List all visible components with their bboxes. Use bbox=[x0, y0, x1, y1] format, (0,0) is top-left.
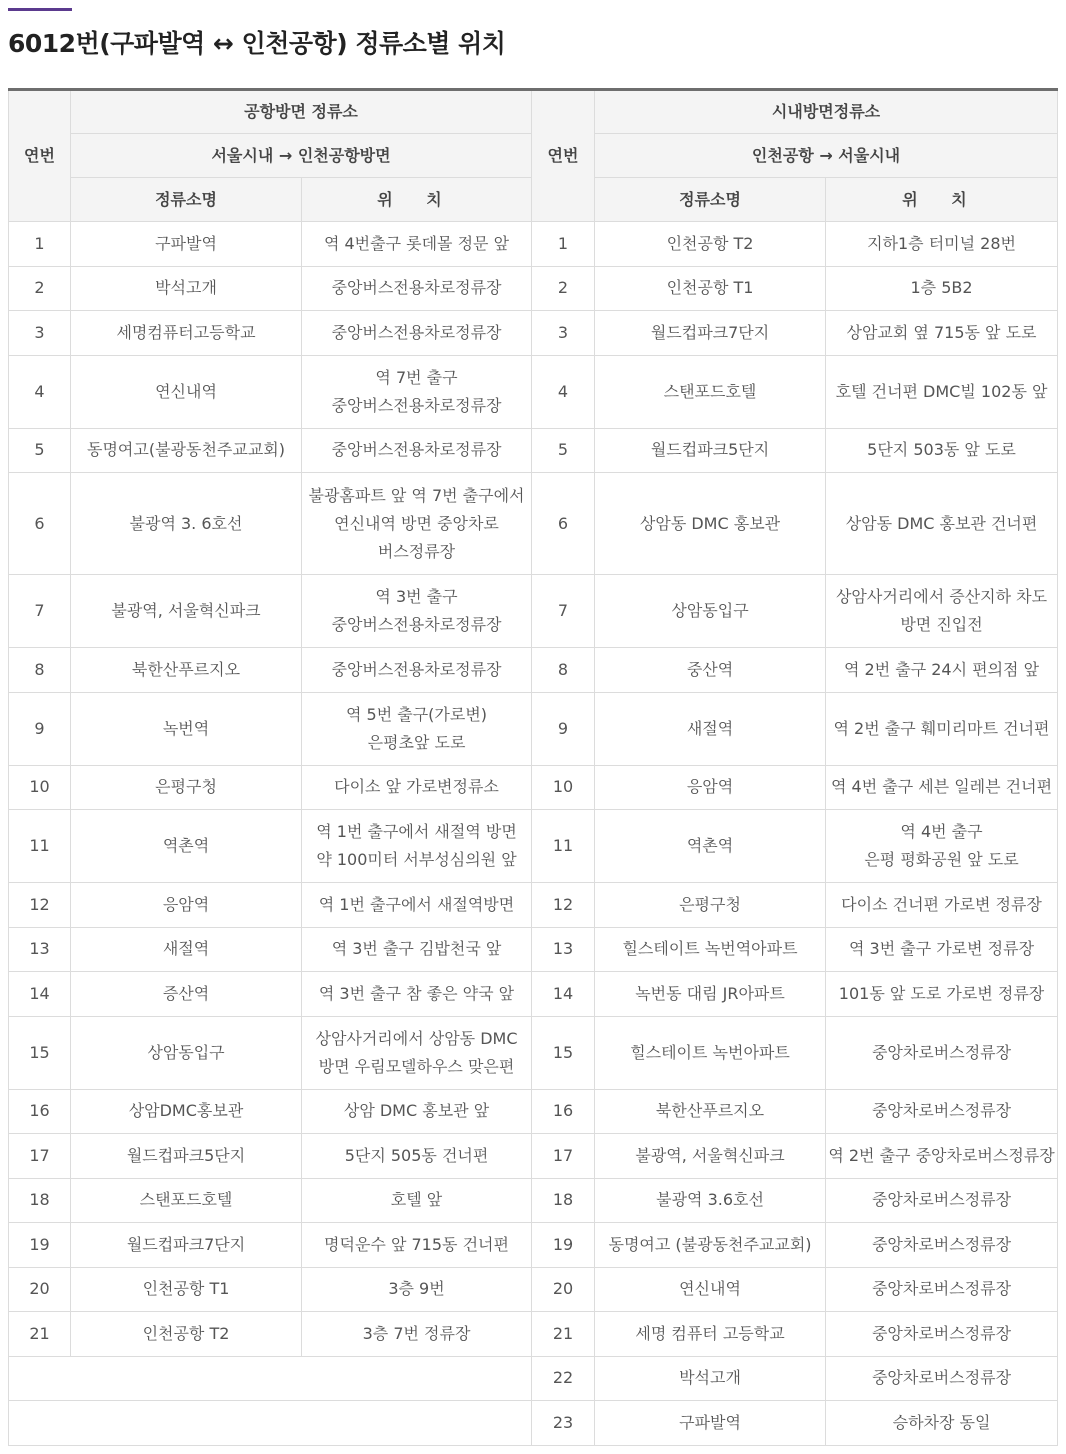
left-location-cell-line: 역 5번 출구(가로변) bbox=[345, 704, 488, 724]
left-seq-cell: 1 bbox=[9, 222, 71, 267]
left-stop-name-cell: 응암역 bbox=[71, 883, 302, 928]
left-stop-name-cell: 녹번역 bbox=[71, 692, 302, 765]
left-location-cell bbox=[302, 765, 532, 810]
left-location-cell bbox=[302, 810, 532, 883]
right-seq-cell: 3 bbox=[532, 311, 595, 356]
table-row bbox=[9, 222, 1058, 267]
right-stop-name-cell: 녹번동 대림 JR아파트 bbox=[595, 972, 826, 1017]
right-seq-cell: 12 bbox=[532, 883, 595, 928]
left-location-cell-line: 버스정류장 bbox=[377, 541, 456, 561]
left-location-cell bbox=[302, 1016, 532, 1089]
stop-rows bbox=[9, 222, 1058, 1446]
right-seq-cell: 1 bbox=[532, 222, 595, 267]
right-stop-name-cell: 박석고개 bbox=[595, 1356, 826, 1401]
right-location-cell bbox=[826, 1267, 1058, 1312]
empty-left-cell bbox=[9, 1356, 532, 1401]
right-seq-cell: 4 bbox=[532, 355, 595, 428]
right-location-cell-line: 상암교회 옆 715동 앞 도로 bbox=[846, 322, 1037, 342]
left-location-cell bbox=[302, 222, 532, 267]
right-location-cell-line: 역 4번 출구 bbox=[900, 822, 983, 841]
right-stop-name-cell: 새절역 bbox=[595, 692, 826, 765]
left-seq-cell: 5 bbox=[9, 428, 71, 473]
right-location-cell bbox=[826, 1401, 1058, 1446]
left-location-cell-line: 역 1번 출구에서 새절역 방면 bbox=[316, 822, 517, 841]
left-location-cell-line: 역 3번 출구 김밥천국 앞 bbox=[331, 939, 502, 959]
left-location-cell bbox=[302, 1178, 532, 1223]
empty-left-cell bbox=[9, 1401, 532, 1446]
right-seq-cell: 22 bbox=[532, 1356, 595, 1401]
right-location-cell-line: 상암사거리에서 증산지하 차도 bbox=[835, 587, 1048, 606]
left-seq-cell: 13 bbox=[9, 927, 71, 972]
right-location-cell-line: 상암동 DMC 홍보관 건너편 bbox=[845, 513, 1038, 533]
right-stop-name-cell: 월드컵파크5단지 bbox=[595, 428, 826, 473]
right-stop-name-cell: 역촌역 bbox=[595, 810, 826, 883]
left-location-cell bbox=[302, 266, 532, 311]
left-location-cell-line: 역 7번 출구 bbox=[375, 367, 458, 387]
left-location-cell-line: 다이소 앞 가로변정류소 bbox=[334, 777, 499, 797]
right-stop-name-cell: 인천공항 T1 bbox=[595, 266, 826, 311]
right-stop-name-header: 정류소명 bbox=[595, 178, 826, 222]
right-location-cell bbox=[826, 1178, 1058, 1223]
left-location-cell-line: 상암사거리에서 상암동 DMC bbox=[315, 1028, 518, 1048]
left-seq-cell: 15 bbox=[9, 1016, 71, 1089]
right-location-cell-line: 호텔 건너편 DMC빌 102동 앞 bbox=[835, 381, 1048, 401]
right-stop-name-cell: 중산역 bbox=[595, 648, 826, 693]
right-stop-name-cell: 불광역, 서울혁신파크 bbox=[595, 1134, 826, 1179]
left-seq-cell: 7 bbox=[9, 575, 71, 648]
table-row bbox=[9, 1401, 1058, 1446]
left-stop-name-cell: 불광역, 서울혁신파크 bbox=[71, 575, 302, 648]
left-location-cell-line: 중앙버스전용차로정류장 bbox=[331, 322, 502, 342]
table-row bbox=[9, 810, 1058, 883]
right-seq-cell: 21 bbox=[532, 1312, 595, 1357]
right-stop-name-cell: 연신내역 bbox=[595, 1267, 826, 1312]
right-location-cell-line: 중앙차로버스정류장 bbox=[871, 1279, 1012, 1299]
table-row bbox=[9, 1223, 1058, 1268]
right-location-cell bbox=[826, 428, 1058, 473]
right-location-cell-line: 1층 5B2 bbox=[910, 278, 973, 298]
left-location-cell bbox=[302, 883, 532, 928]
right-location-cell-line: 중앙차로버스정류장 bbox=[871, 1368, 1012, 1388]
left-seq-cell: 9 bbox=[9, 692, 71, 765]
left-location-cell-line: 중앙버스전용차로정류장 bbox=[331, 278, 502, 298]
left-location-cell-line: 방면 우림모델하우스 맞은편 bbox=[318, 1056, 515, 1076]
right-seq-cell: 20 bbox=[532, 1267, 595, 1312]
left-group-header: 공항방면 정류소 bbox=[71, 90, 532, 134]
left-seq-cell: 12 bbox=[9, 883, 71, 928]
left-location-cell-line: 명덕운수 앞 715동 건너편 bbox=[324, 1234, 509, 1254]
left-seq-cell: 20 bbox=[9, 1267, 71, 1312]
right-stop-name-cell: 힐스테이트 녹번역아파트 bbox=[595, 927, 826, 972]
right-seq-cell: 19 bbox=[532, 1223, 595, 1268]
right-seq-cell: 14 bbox=[532, 972, 595, 1017]
right-stop-name-cell: 힐스테이트 녹번아파트 bbox=[595, 1016, 826, 1089]
left-stop-name-cell: 역촌역 bbox=[71, 810, 302, 883]
left-stop-name-cell: 인천공항 T1 bbox=[71, 1267, 302, 1312]
table-row bbox=[9, 311, 1058, 356]
right-location-cell-line: 중앙차로버스정류장 bbox=[871, 1234, 1012, 1254]
left-location-cell bbox=[302, 311, 532, 356]
table-row bbox=[9, 1178, 1058, 1223]
right-location-cell bbox=[826, 575, 1058, 648]
right-location-cell bbox=[826, 648, 1058, 693]
left-location-cell-line: 역 3번 출구 bbox=[375, 587, 458, 606]
left-location-cell bbox=[302, 1267, 532, 1312]
right-location-cell-line: 지하1층 터미널 28번 bbox=[867, 233, 1016, 253]
left-location-cell bbox=[302, 428, 532, 473]
page-title: 6012번(구파발역 ↔ 인천공항) 정류소별 위치 bbox=[8, 29, 506, 58]
right-stop-name-cell: 상암동 DMC 홍보관 bbox=[595, 473, 826, 575]
table-row bbox=[9, 1016, 1058, 1089]
right-stop-name-cell: 북한산푸르지오 bbox=[595, 1089, 826, 1134]
left-location-cell-line: 5단지 505동 건너편 bbox=[344, 1145, 489, 1165]
right-seq-cell: 9 bbox=[532, 692, 595, 765]
left-location-cell bbox=[302, 1312, 532, 1357]
table-row bbox=[9, 648, 1058, 693]
right-location-cell bbox=[826, 1134, 1058, 1179]
left-seq-cell: 6 bbox=[9, 473, 71, 575]
left-location-cell-line: 연신내역 방면 중앙차로 bbox=[334, 513, 499, 533]
right-location-cell-line: 역 3번 출구 가로변 정류장 bbox=[848, 939, 1035, 959]
left-seq-cell: 10 bbox=[9, 765, 71, 810]
right-location-cell-line: 중앙차로버스정류장 bbox=[871, 1101, 1012, 1121]
right-seq-cell: 5 bbox=[532, 428, 595, 473]
left-stop-name-header: 정류소명 bbox=[71, 178, 302, 222]
right-location-cell bbox=[826, 1312, 1058, 1357]
right-stop-name-cell: 동명여고 (불광동천주교교회) bbox=[595, 1223, 826, 1268]
right-group-header: 시내방면정류소 bbox=[595, 90, 1058, 134]
right-stop-name-cell: 구파발역 bbox=[595, 1401, 826, 1446]
left-stop-name-cell: 상암DMC홍보관 bbox=[71, 1089, 302, 1134]
left-location-cell-line: 은평초앞 도로 bbox=[367, 732, 466, 752]
right-stop-name-cell: 불광역 3.6호선 bbox=[595, 1178, 826, 1223]
right-seq-cell: 18 bbox=[532, 1178, 595, 1223]
right-location-cell-line: 다이소 건너편 가로변 정류장 bbox=[841, 894, 1042, 914]
left-location-cell-line: 호텔 앞 bbox=[390, 1190, 443, 1210]
left-location-cell-line: 3층 7번 정류장 bbox=[362, 1323, 471, 1343]
left-stop-name-cell: 증산역 bbox=[71, 972, 302, 1017]
right-location-cell-line: 은평 평화공원 앞 도로 bbox=[864, 850, 1019, 869]
left-location-cell-line: 약 100미터 서부성심의원 앞 bbox=[316, 850, 517, 869]
right-stop-name-cell: 월드컵파크7단지 bbox=[595, 311, 826, 356]
left-location-cell-line: 중앙버스전용차로정류장 bbox=[331, 615, 502, 634]
left-location-cell-line: 중앙버스전용차로정류장 bbox=[331, 395, 502, 415]
right-location-cell bbox=[826, 473, 1058, 575]
table-row bbox=[9, 428, 1058, 473]
table-row bbox=[9, 883, 1058, 928]
left-stop-name-cell: 연신내역 bbox=[71, 355, 302, 428]
right-location-cell-line: 방면 진입전 bbox=[900, 615, 983, 634]
title-accent-bar bbox=[8, 8, 72, 11]
right-seq-cell: 8 bbox=[532, 648, 595, 693]
left-seq-cell: 8 bbox=[9, 648, 71, 693]
right-seq-cell: 13 bbox=[532, 927, 595, 972]
left-location-cell bbox=[302, 1089, 532, 1134]
left-stop-name-cell: 구파발역 bbox=[71, 222, 302, 267]
table-row bbox=[9, 575, 1058, 648]
left-seq-cell: 4 bbox=[9, 355, 71, 428]
right-stop-name-cell: 스탠포드호텔 bbox=[595, 355, 826, 428]
right-location-cell bbox=[826, 927, 1058, 972]
left-stop-name-cell: 월드컵파크5단지 bbox=[71, 1134, 302, 1179]
left-location-cell-line: 불광홈파트 앞 역 7번 출구에서 bbox=[308, 485, 525, 505]
left-stop-name-cell: 새절역 bbox=[71, 927, 302, 972]
right-stop-name-cell: 응암역 bbox=[595, 765, 826, 810]
left-location-cell bbox=[302, 648, 532, 693]
table-row bbox=[9, 972, 1058, 1017]
right-seq-cell: 2 bbox=[532, 266, 595, 311]
right-seq-cell: 17 bbox=[532, 1134, 595, 1179]
left-seq-cell: 2 bbox=[9, 266, 71, 311]
right-seq-cell: 15 bbox=[532, 1016, 595, 1089]
table-row bbox=[9, 1312, 1058, 1357]
right-seq-cell: 10 bbox=[532, 765, 595, 810]
right-seq-cell: 23 bbox=[532, 1401, 595, 1446]
right-location-cell bbox=[826, 1016, 1058, 1089]
left-stop-name-cell: 북한산푸르지오 bbox=[71, 648, 302, 693]
left-location-cell-line: 3층 9번 bbox=[388, 1279, 445, 1299]
right-stop-name-cell: 세명 컴퓨터 고등학교 bbox=[595, 1312, 826, 1357]
right-location-cell-line: 중앙차로버스정류장 bbox=[871, 1190, 1012, 1210]
table-row bbox=[9, 1134, 1058, 1179]
right-location-cell-line: 101동 앞 도로 가로변 정류장 bbox=[838, 983, 1045, 1003]
right-stop-name-cell: 상암동입구 bbox=[595, 575, 826, 648]
right-location-cell bbox=[826, 692, 1058, 765]
right-location-cell-line: 승하차장 동일 bbox=[892, 1412, 991, 1432]
left-location-cell-line: 중앙버스전용차로정류장 bbox=[331, 659, 502, 679]
right-location-cell bbox=[826, 1223, 1058, 1268]
right-seq-cell: 7 bbox=[532, 575, 595, 648]
left-location-cell bbox=[302, 1134, 532, 1179]
right-location-cell bbox=[826, 810, 1058, 883]
table-row bbox=[9, 765, 1058, 810]
left-seq-cell: 18 bbox=[9, 1178, 71, 1223]
right-location-cell-line: 5단지 503동 앞 도로 bbox=[867, 440, 1016, 460]
right-location-cell bbox=[826, 1356, 1058, 1401]
left-location-cell-line: 역 4번출구 롯데몰 정문 앞 bbox=[323, 233, 510, 253]
left-location-cell-line: 상암 DMC 홍보관 앞 bbox=[343, 1101, 490, 1121]
bus-stop-table bbox=[8, 88, 1058, 1446]
right-location-header: 위 치 bbox=[826, 178, 1058, 222]
left-stop-name-cell: 인천공항 T2 bbox=[71, 1312, 302, 1357]
table-row bbox=[9, 473, 1058, 575]
left-stop-name-cell: 월드컵파크7단지 bbox=[71, 1223, 302, 1268]
left-location-header: 위 치 bbox=[302, 178, 532, 222]
left-location-cell bbox=[302, 1223, 532, 1268]
left-seq-header: 연번 bbox=[9, 90, 71, 222]
table-row bbox=[9, 355, 1058, 428]
left-stop-name-cell: 은평구청 bbox=[71, 765, 302, 810]
left-location-cell bbox=[302, 972, 532, 1017]
right-location-cell bbox=[826, 972, 1058, 1017]
table-row bbox=[9, 692, 1058, 765]
table-row bbox=[9, 266, 1058, 311]
right-location-cell-line: 중앙차로버스정류장 bbox=[871, 1323, 1012, 1343]
left-location-cell bbox=[302, 575, 532, 648]
left-location-cell-line: 중앙버스전용차로정류장 bbox=[331, 440, 502, 460]
left-seq-cell: 16 bbox=[9, 1089, 71, 1134]
right-location-cell-line: 역 2번 출구 훼미리마트 건너편 bbox=[833, 718, 1050, 738]
left-stop-name-cell: 스탠포드호텔 bbox=[71, 1178, 302, 1223]
left-seq-cell: 17 bbox=[9, 1134, 71, 1179]
left-stop-name-cell: 동명여고(불광동천주교교회) bbox=[71, 428, 302, 473]
left-location-cell-line: 역 3번 출구 참 좋은 약국 앞 bbox=[318, 983, 515, 1003]
right-location-cell bbox=[826, 355, 1058, 428]
right-location-cell-line: 중앙차로버스정류장 bbox=[871, 1042, 1012, 1062]
right-seq-cell: 11 bbox=[532, 810, 595, 883]
right-location-cell-line: 역 2번 출구 24시 편의점 앞 bbox=[843, 659, 1040, 679]
right-location-cell bbox=[826, 883, 1058, 928]
right-location-cell bbox=[826, 311, 1058, 356]
left-seq-cell: 11 bbox=[9, 810, 71, 883]
left-location-cell bbox=[302, 473, 532, 575]
left-location-cell-line: 역 1번 출구에서 새절역방면 bbox=[318, 894, 515, 914]
right-location-cell-line: 역 4번 출구 세븐 일레븐 건너편 bbox=[830, 777, 1053, 797]
table-row bbox=[9, 1089, 1058, 1134]
table-row bbox=[9, 927, 1058, 972]
left-stop-name-cell: 불광역 3. 6호선 bbox=[71, 473, 302, 575]
left-location-cell bbox=[302, 927, 532, 972]
right-seq-cell: 16 bbox=[532, 1089, 595, 1134]
right-stop-name-cell: 인천공항 T2 bbox=[595, 222, 826, 267]
right-seq-cell: 6 bbox=[532, 473, 595, 575]
table-row bbox=[9, 1356, 1058, 1401]
right-location-cell bbox=[826, 1089, 1058, 1134]
right-seq-header: 연번 bbox=[532, 90, 595, 222]
left-stop-name-cell: 상암동입구 bbox=[71, 1016, 302, 1089]
left-seq-cell: 21 bbox=[9, 1312, 71, 1357]
table-row bbox=[9, 1267, 1058, 1312]
left-seq-cell: 3 bbox=[9, 311, 71, 356]
left-location-cell bbox=[302, 355, 532, 428]
left-stop-name-cell: 박석고개 bbox=[71, 266, 302, 311]
left-seq-cell: 19 bbox=[9, 1223, 71, 1268]
right-location-cell bbox=[826, 266, 1058, 311]
left-direction-header: 서울시내 → 인천공항방면 bbox=[71, 134, 532, 178]
left-stop-name-cell: 세명컴퓨터고등학교 bbox=[71, 311, 302, 356]
right-direction-header: 인천공항 → 서울시내 bbox=[595, 134, 1058, 178]
right-location-cell-line: 역 2번 출구 중앙차로버스정류장 bbox=[828, 1145, 1055, 1165]
right-stop-name-cell: 은평구청 bbox=[595, 883, 826, 928]
right-location-cell bbox=[826, 765, 1058, 810]
left-seq-cell: 14 bbox=[9, 972, 71, 1017]
left-location-cell bbox=[302, 692, 532, 765]
right-location-cell bbox=[826, 222, 1058, 267]
